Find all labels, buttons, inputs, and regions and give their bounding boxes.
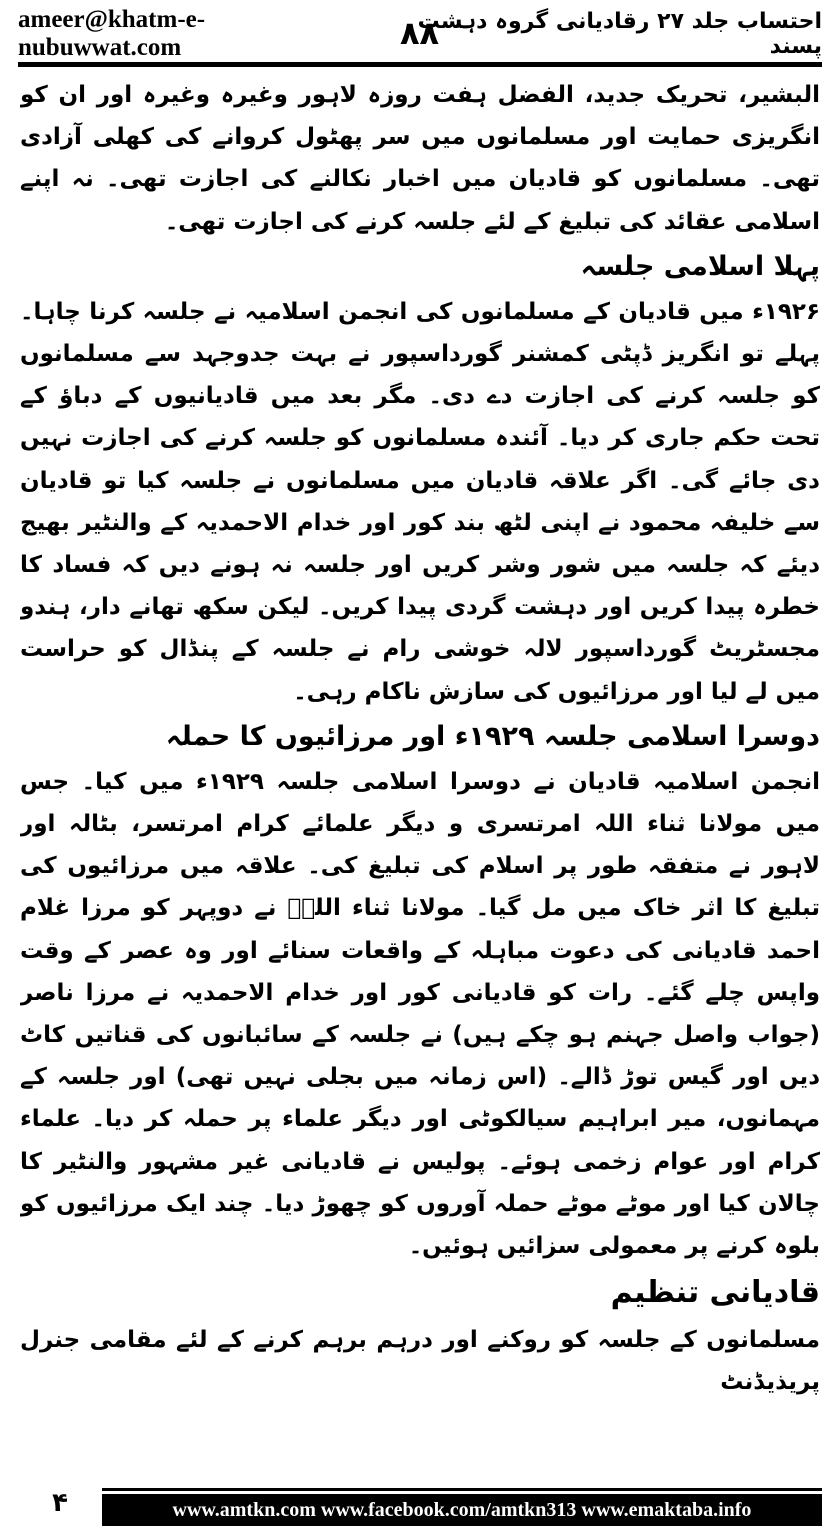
paragraph-intro: البشیر، تحریک جدید، الفضل ہفت روزہ لاہور وغیرہ وغیرہ اور ان کو انگریزی حمایت اور مسلمانوں میں سر پھٹول کروانے کی کھلی آزادی تھی۔ مسلمانوں کو قادیان میں اخبار نکالنے کی اجازت تھی۔ نہ اپنے اسلامی عقائد کی تبلیغ کے لئے جلسہ کرنے کی اجازت تھی۔ (20, 82, 820, 235)
page-number: ۸۸ (400, 14, 440, 52)
footer-rule (18, 1488, 822, 1491)
header-email: ameer@khatm-e-nubuwwat.com (18, 6, 206, 61)
page-footer (18, 1480, 822, 1526)
book-title: احتساب جلد ۲۷ رقادیانی گروہ دہشت پسند (417, 9, 822, 59)
footer-box (18, 1480, 102, 1526)
page-body (20, 74, 820, 1472)
section-heading-second-jalsa: دوسرا اسلامی جلسہ ۱۹۲۹ء اور مرزائیوں کا حملہ (165, 720, 820, 752)
header-rule (18, 62, 822, 67)
section-heading-first-jalsa: پہلا اسلامی جلسہ (580, 250, 820, 282)
page-header (18, 6, 822, 61)
paragraph-second-jalsa: انجمن اسلامیہ قادیان نے دوسرا اسلامی جلسہ ۱۹۲۹ء میں کیا۔ جس میں مولانا ثناء اللہ امرتسری و دیگر علمائے کرام امرتسر، بٹالہ اور لاہور نے متفقہ طور پر اسلام کی تبلیغ کی۔ علاقہ میں مرزائیوں کی تبلیغ کا اثر خاک میں مل گیا۔ مولانا ثناء اللہؒ نے دوپہر کو مرزا غلام احمد قادیانی کی دعوت مباہلہ کے واقعات سنائے اور وہ عصر کے وقت واپس چلے گئے۔ رات کو قادیانی کور اور خدام الاحمدیہ نے مرزا ناصر (جواب واصل جہنم ہو چکے ہیں) نے جلسہ کے سائبانوں کی قناتیں کاٹ دیں اور گیس توڑ ڈالے۔ (اس زمانہ میں بجلی نہیں تھی) اور جلسہ کے مہمانوں، میر ابراہیم سیالکوٹی اور دیگر علماء پر حملہ کر دیا۔ علماء کرام اور عوام زخمی ہوئے۔ پولیس نے قادیانی غیر مشہور والنٹیر کا چالان کیا اور موٹے موٹے حملہ آوروں کو چھوڑ دیا۔ چند ایک مرزائیوں کو بلوہ کرنے پر معمولی سزائیں ہوئیں۔ (20, 768, 820, 1260)
paragraph-first-jalsa: ۱۹۲۶ء میں قادیان کے مسلمانوں کی انجمن اسلامیہ نے جلسہ کرنا چاہا۔ پہلے تو انگریز ڈپٹی کمشنر گورداسپور نے بہت جدوجہد سے مسلمانوں کو جلسہ کرنے کی اجازت دے دی۔ مگر بعد میں قادیانیوں کے دباؤ کے تحت حکم جاری کر دیا۔ آئندہ مسلمانوں کو جلسہ کرنے کی اجازت نہیں دی جائے گی۔ اگر علاقہ قادیان میں مسلمانوں نے جلسہ کیا تو قادیان سے خلیفہ محمود نے اپنی لٹھ بند کور اور خدام الاحمدیہ کے والنٹیر بھیج دیئے کہ جلسہ میں شور وشر کریں اور جلسہ نہ ہونے دیں کہ فساد کا خطرہ پیدا کریں اور دہشت گردی پیدا کریں۔ لیکن سکھ تھانے دار، ہندو مجسٹریٹ گورداسپور لالہ خوشی رام نے جلسہ کے پنڈال کو حراست میں لے لیا اور مرزائیوں کی سازش ناکام رہی۔ (20, 298, 820, 705)
section-heading-qadiani-tanzeem: قادیانی تنظیم (610, 1275, 820, 1311)
footer-box-label: ۴ (52, 1488, 68, 1518)
paragraph-qadiani-tanzeem: مسلمانوں کے جلسہ کو روکنے اور درہم برہم کرنے کے لئے مقامی جنرل پریذیڈنٹ (20, 1327, 820, 1396)
footer-links: www.amtkn.com www.facebook.com/amtkn313 www.emaktaba.info (102, 1494, 822, 1526)
